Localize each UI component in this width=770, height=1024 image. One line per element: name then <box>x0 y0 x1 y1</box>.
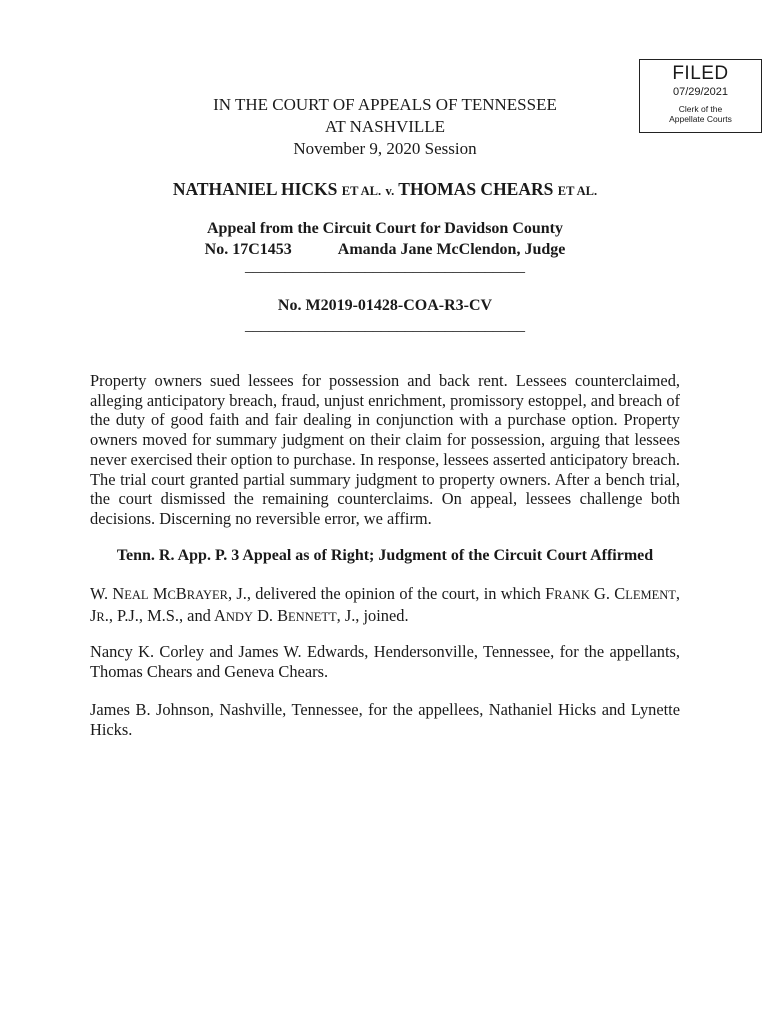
counsel-appellees: James B. Johnson, Nashville, Tennessee, for the appellees, Nathaniel Hicks and Lynette Hicks. <box>90 700 680 739</box>
divider-rule-2: ___________________________________ <box>245 317 525 334</box>
opinion-authorship <box>90 584 680 627</box>
counsel-appellants: Nancy K. Corley and James W. Edwards, Hendersonville, Tennessee, for the appellants, Thomas Chears and Geneva Chears. <box>90 642 680 681</box>
disposition: Tenn. R. App. P. 3 Appeal as of Right; Judgment of the Circuit Court Affirmed <box>116 547 654 564</box>
caption-versus: v. <box>385 184 395 198</box>
judge-andy-d: D. B <box>252 605 289 625</box>
author-initial: W. N <box>90 584 125 603</box>
judge-pj-text: ., P.J., M.S., and A <box>104 605 226 625</box>
case-caption <box>90 178 680 202</box>
judge-frank-sc: RANK <box>554 588 590 602</box>
trial-judge: Amanda Jane McClendon, Judge <box>337 241 566 258</box>
judge-frank-g: G. C <box>589 584 626 603</box>
opinion-tail: , J., joined. <box>336 605 409 625</box>
session-date: November 9, 2020 Session <box>293 139 477 158</box>
opinion-text: , J., delivered the opinion of the court, in which F <box>227 584 555 603</box>
appeal-from: Appeal from the Circuit Court for Davidson County <box>206 220 563 237</box>
judge-andy-sc: NDY <box>225 609 253 624</box>
judge-jr-sc: R <box>96 609 105 624</box>
clerk-line-1: Clerk of the <box>678 104 723 114</box>
clerk-line-2: Appellate Courts <box>669 114 732 124</box>
trial-number: No. 17C1453 <box>204 241 292 258</box>
judge-clement-sc: LEMENT <box>625 588 676 602</box>
author-b: B <box>175 584 187 603</box>
caption-et-al-1: ET AL. <box>341 184 382 198</box>
judge-clement-jr: , J <box>90 584 681 625</box>
author-surname-sc: RAYER <box>186 588 228 602</box>
court-location: AT NASHVILLE <box>324 117 446 136</box>
author-c-sc: C <box>167 588 176 602</box>
court-name: IN THE COURT OF APPEALS OF TENNESSEE <box>213 95 557 114</box>
docket-number: No. M2019-01428-COA-R3-CV <box>277 297 493 314</box>
divider-rule-1: ___________________________________ <box>245 258 525 275</box>
caption-party-2: THOMAS CHEARS <box>398 179 554 199</box>
author-first-name-sc: EAL <box>124 588 149 602</box>
case-abstract: Property owners sued lessees for possession and back rent. Lessees counterclaimed, alleging anticipatory breach, fraud, unjust enrichment, promissory estoppel, and breach of the duty of good faith and fair dealing in conjunction with a purchase option. Property owners moved for summary judgment on their claim for possession, arguing that lessees never exercised their option to purchase. In response, lessees asserted anticipatory breach. The trial court granted partial summary judgment to property owners. After a bench trial, the court dismissed the remaining counterclaims. On appeal, lessees challenge both decisions. Discerning no reversible error, we affirm. <box>90 371 680 528</box>
filed-label: FILED <box>672 63 729 84</box>
caption-party-1: NATHANIEL HICKS <box>172 179 338 199</box>
caption-et-al-2: ET AL. <box>557 184 598 198</box>
judge-bennett-sc: ENNETT <box>288 609 337 624</box>
filed-date: 07/29/2021 <box>672 86 729 98</box>
author-mc: M <box>148 584 168 603</box>
